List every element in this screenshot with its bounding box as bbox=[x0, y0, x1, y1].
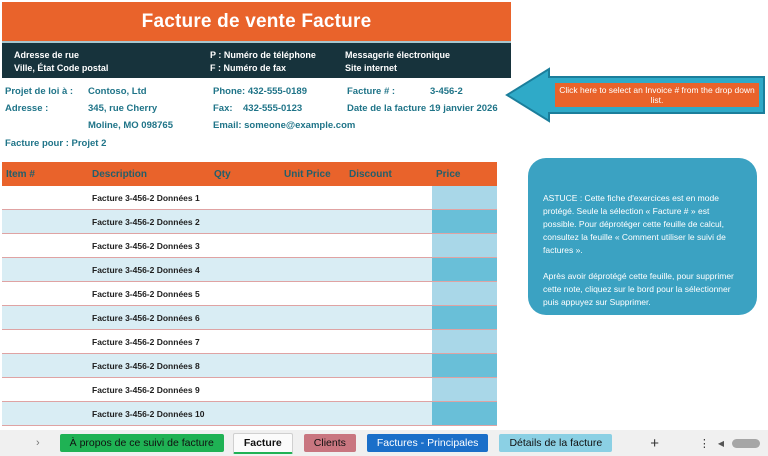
header-price: Price bbox=[436, 168, 461, 180]
invoice-number-label: Facture # : bbox=[347, 86, 396, 97]
phone-line: P : Numéro de téléphone bbox=[210, 50, 316, 60]
email-line: Messagerie électronique bbox=[345, 50, 451, 60]
row-price-cell[interactable] bbox=[432, 234, 497, 257]
row-price-cell[interactable] bbox=[432, 258, 497, 281]
row-description[interactable]: Facture 3-456-2 Données 6 bbox=[92, 312, 200, 323]
table-row[interactable] bbox=[2, 330, 497, 354]
billing-fax-value: 432-555-0123 bbox=[243, 103, 303, 114]
row-description[interactable]: Facture 3-456-2 Données 5 bbox=[92, 288, 200, 299]
header-discount: Discount bbox=[349, 168, 392, 180]
billing-email: Email: someone@example.com bbox=[213, 120, 356, 131]
tip-paragraph-2: Après avoir déprotégé cette feuille, pour supprimer cette note, cliquez sur le bord pour la sélectionner puis appuyez sur Supprimer. bbox=[543, 271, 734, 307]
invoice-select-callout[interactable] bbox=[503, 66, 766, 124]
table-row[interactable] bbox=[2, 282, 497, 306]
table-row[interactable] bbox=[2, 378, 497, 402]
scroll-left-icon[interactable]: ◀ bbox=[717, 438, 724, 448]
header-unit-price: Unit Price bbox=[284, 168, 331, 180]
items-table-body bbox=[2, 186, 497, 426]
sheet-tab-details[interactable]: Détails de la facture bbox=[499, 434, 612, 452]
sheet-nav-next-icon[interactable]: › bbox=[36, 437, 40, 449]
bill-to-label: Projet de loi à : bbox=[5, 86, 74, 97]
table-row[interactable] bbox=[2, 258, 497, 282]
table-row[interactable] bbox=[2, 402, 497, 426]
sheet-tab-about[interactable]: À propos de ce suivi de facture bbox=[60, 434, 224, 452]
header-qty: Qty bbox=[214, 168, 231, 180]
table-row[interactable] bbox=[2, 234, 497, 258]
row-description[interactable]: Facture 3-456-2 Données 7 bbox=[92, 336, 200, 347]
invoice-date-value[interactable]: 19 janvier 2026 bbox=[430, 103, 498, 114]
horizontal-scrollbar-thumb[interactable] bbox=[732, 439, 760, 448]
tip-note-box[interactable] bbox=[528, 158, 757, 315]
company-address-block bbox=[14, 49, 108, 75]
more-options-icon[interactable]: ⋮ bbox=[698, 437, 710, 450]
tabbar-right-controls bbox=[699, 437, 760, 450]
row-price-cell[interactable] bbox=[432, 354, 497, 377]
sheet-tab-factures-principales[interactable]: Factures - Principales bbox=[367, 434, 489, 452]
add-sheet-button[interactable]: + bbox=[650, 434, 660, 452]
billing-phone: Phone: 432-555-0189 bbox=[213, 86, 307, 97]
address-value2[interactable]: Moline, MO 098765 bbox=[88, 120, 174, 131]
company-info-band bbox=[2, 41, 511, 78]
row-description[interactable]: Facture 3-456-2 Données 2 bbox=[92, 216, 200, 227]
row-price-cell[interactable] bbox=[432, 210, 497, 233]
company-phone-block bbox=[210, 49, 316, 75]
table-row[interactable] bbox=[2, 306, 497, 330]
row-description[interactable]: Facture 3-456-2 Données 9 bbox=[92, 384, 200, 395]
address-value[interactable]: 345, rue Cherry bbox=[88, 103, 158, 114]
items-table-header bbox=[2, 162, 497, 186]
address-line2: Ville, État Code postal bbox=[14, 63, 109, 73]
invoice-for-label: Facture pour : Projet 2 bbox=[5, 138, 107, 149]
row-description[interactable]: Facture 3-456-2 Données 3 bbox=[92, 240, 200, 251]
items-table bbox=[2, 162, 497, 426]
header-item: Item # bbox=[6, 168, 35, 180]
sheet-tab-bar bbox=[0, 430, 768, 456]
billing-fax-label: Fax: bbox=[213, 103, 233, 114]
header-description: Description bbox=[92, 168, 148, 180]
invoice-date-label: Date de la facture : bbox=[347, 103, 432, 114]
row-price-cell[interactable] bbox=[432, 402, 497, 425]
row-description[interactable]: Facture 3-456-2 Données 1 bbox=[92, 192, 200, 203]
fax-line: F : Numéro de fax bbox=[210, 63, 287, 73]
row-price-cell[interactable] bbox=[432, 378, 497, 401]
invoice-title-band bbox=[2, 2, 511, 41]
row-price-cell[interactable] bbox=[432, 186, 497, 209]
table-row[interactable] bbox=[2, 186, 497, 210]
row-description[interactable]: Facture 3-456-2 Données 10 bbox=[92, 408, 205, 419]
row-price-cell[interactable] bbox=[432, 282, 497, 305]
callout-label[interactable]: Click here to select an Invoice # from the drop down list. bbox=[555, 83, 759, 107]
company-web-block bbox=[345, 49, 450, 75]
row-description[interactable]: Facture 3-456-2 Données 4 bbox=[92, 264, 200, 275]
bill-to-value[interactable]: Contoso, Ltd bbox=[88, 86, 147, 97]
table-row[interactable] bbox=[2, 210, 497, 234]
sheet-tab-facture[interactable]: Facture bbox=[233, 433, 293, 454]
row-price-cell[interactable] bbox=[432, 330, 497, 353]
website-line: Site internet bbox=[345, 63, 398, 73]
address-label: Adresse : bbox=[5, 103, 49, 114]
table-row[interactable] bbox=[2, 354, 497, 378]
address-line1: Adresse de rue bbox=[14, 50, 80, 60]
row-description[interactable]: Facture 3-456-2 Données 8 bbox=[92, 360, 200, 371]
invoice-number-value[interactable]: 3-456-2 bbox=[430, 86, 463, 97]
sheet-tab-clients[interactable]: Clients bbox=[304, 434, 356, 452]
row-price-cell[interactable] bbox=[432, 306, 497, 329]
page-title: Facture de vente Facture bbox=[141, 10, 372, 32]
tip-paragraph-1: ASTUCE : Cette fiche d'exercices est en mode protégé. Seule la sélection « Facture # » est possible. Pour déprotéger cette feuille de calcul, consultez la feuille « Comment utiliser le suivi de factures ». bbox=[543, 193, 726, 255]
